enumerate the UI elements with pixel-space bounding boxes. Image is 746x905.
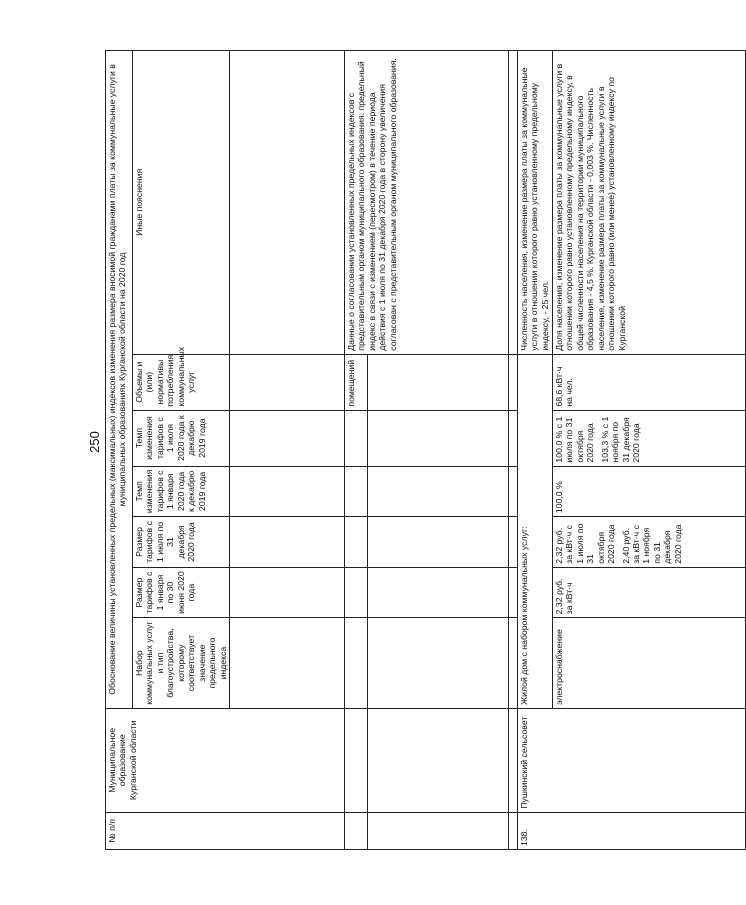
header-notes: Иные пояснения (133, 51, 230, 355)
header-tariff-jul: Размер тарифов с 1 июля по 31 декабря 2020 года (133, 517, 230, 568)
header-rate-jul: Темп изменения тарифов с 1 июля 2020 года к декабрю 2019 года (133, 410, 230, 466)
header-rate-jan: Темп изменения тарифов с 1 января 2020 года к декабрю 2019 года (133, 466, 230, 517)
row-notes: Доля населения, изменение размера платы за коммунальные услуги в отношении которого равно установленному предельному индексу, в общей численности населения на территории муниципального образования - 4,5 %. Курганской области - 0,003 %. Численность населения, изменение размера платы за коммунальные услуги в отношении которого равно (или менее) установленному индексу по Курганской (552, 51, 745, 355)
header-title: Обоснование величины установленных предельных (максимальных) индексов изменения размера вносимой гражданами платы за коммунальные услуги в муниципальных образованиях Курганской области на 2020 год (106, 51, 133, 709)
tariff-table (105, 50, 746, 850)
row-rate-jul (552, 410, 745, 466)
header-municipality: Муниципальное образование Курганской области (106, 708, 345, 812)
row-tariff-jul (552, 517, 745, 568)
row-rate-jan: 100,0 % (552, 466, 745, 517)
header-volume: Объемы и (или) нормативы потребления коммунальных услуг (133, 354, 230, 410)
row-set-house: Жилой дом с набором коммунальных услуг: (517, 354, 552, 708)
prev-row-volume: помещений (344, 354, 367, 410)
row-rate-jul-2: 103,3 % с 1 ноября по 31 декабря 2020 года (599, 416, 641, 463)
row-municipality: Пушкинский сельсовет (517, 708, 745, 812)
page-number: 250 (87, 431, 102, 453)
header-set: Набор коммунальных услуг и тип благоустройства, которому соответствует значение предельного индекса (133, 618, 230, 709)
rotated-table-wrapper (105, 50, 683, 850)
prev-row-notes: Данные о согласовании установленных предельных индексов с представительным органом муниципального образования: предельный индекс в связи с изменением (пересмотром) в течение периода действия с 1 июля по 31 декабря 2020 года в сторону увеличения согласован с представительным органом муниципального образования. (344, 51, 508, 355)
row-notes-top: Численность населения, изменение размера платы за коммунальные услуги в отношении которого равно установленному предельному индексу, - 25 чел. (517, 51, 552, 355)
row-tariff-jul-2: 2,40 руб. за кВт·ч с 1 ноября по 31 декабря 2020 года (620, 524, 683, 564)
row-tariff-jan: 2,32 руб. за кВт·ч (552, 567, 745, 618)
row-number: 138. (517, 812, 745, 849)
row-service: электроснабжение (552, 618, 745, 709)
header-tariff-jan: Размер тарифов с 1 января по 30 июня 2020 года (133, 567, 230, 618)
row-tariff-jul-1: 2,32 руб. за кВт·ч с 1 июля по 31 октября 2020 года (553, 523, 617, 564)
row-volume: 68,6 кВт·ч на чел. (552, 354, 745, 410)
row-rate-jul-1: 100,0 % с 1 июля по 31 октября 2020 года (553, 416, 596, 463)
header-number: № п/п (106, 812, 345, 849)
